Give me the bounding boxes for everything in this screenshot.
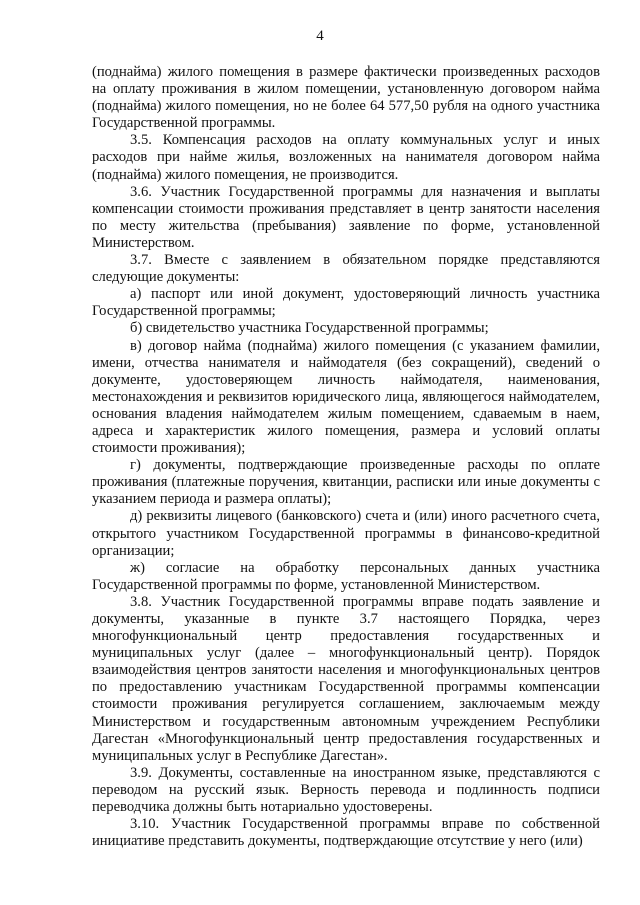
paragraph-3-5: 3.5. Компенсация расходов на оплату коммунальных услуг и иных расходов при найме жилья, возложенных на нанимателя договором найма (поднайма) жилого помещения, не производится.	[92, 132, 600, 183]
list-item-b: б) свидетельство участника Государственной программы;	[130, 320, 489, 337]
paragraph-3-10: 3.10. Участник Государственной программы вправе по собственной инициативе представить документы, подтверждающие отсутствие у него (или)	[92, 816, 600, 850]
list-item-d: д) реквизиты лицевого (банковского) счета и (или) иного расчетного счета, открытого участником Государственной программы в финансово-кредитной организации;	[92, 508, 600, 559]
list-item-zh: ж) согласие на обработку персональных данных участника Государственной программы по форме, установленной Министерством.	[92, 559, 600, 593]
paragraph-3-7: 3.7. Вместе с заявлением в обязательном порядке представляются следующие документы:	[92, 252, 600, 286]
document-body	[92, 64, 600, 850]
paragraph-3-8: 3.8. Участник Государственной программы вправе подать заявление и документы, указанные в пункте 3.7 настоящего Порядка, через многофункциональный центр предоставления государственных и муниципальных услуг (далее – многофункциональный центр). Порядок взаимодействия центров занятости населения и многофункциональных центров по предоставлению участникам Государственной программы компенсации стоимости проживания регулируется соглашением, заключаемым между Министерством и государственным автономным учреждением Республики Дагестан «Многофункциональный центр предоставления государственных и муниципальных услуг в Республике Дагестан».	[92, 593, 600, 764]
list-item-g: г) документы, подтверждающие произведенные расходы по оплате проживания (платежные поручения, квитанции, расписки или иные документы с указанием периода и размера оплаты);	[92, 457, 600, 508]
page-number: 4	[316, 28, 324, 44]
paragraph-continuation: (поднайма) жилого помещения в размере фактически произведенных расходов на оплату проживания в жилом помещении, установленную договором найма (поднайма) жилого помещения, но не более 64 577,50 рубля на одного участника Государственной программы.	[92, 64, 600, 132]
list-item-v: в) договор найма (поднайма) жилого помещения (с указанием фамилии, имени, отчества нанимателя и наймодателя (без сокращений), сведений о документе, удостоверяющем личность наймодателя, наименования, местонахождения и реквизитов юридического лица, являющегося наймодателем, основания владения наймодателем жилым помещением, сдаваемым в наем, адреса и характеристик жилого помещения, размера и условий оплаты стоимости проживания);	[92, 337, 600, 457]
paragraph-3-6: 3.6. Участник Государственной программы для назначения и выплаты компенсации стоимости проживания представляет в центр занятости населения по месту жительства (пребывания) заявление по форме, установленной Министерством.	[92, 183, 600, 251]
paragraph-3-9: 3.9. Документы, составленные на иностранном языке, представляются с переводом на русский язык. Верность перевода и подлинность подписи переводчика должны быть нотариально удостоверены.	[92, 764, 600, 816]
list-item-a: а) паспорт или иной документ, удостоверяющий личность участника Государственной программы;	[92, 286, 600, 320]
